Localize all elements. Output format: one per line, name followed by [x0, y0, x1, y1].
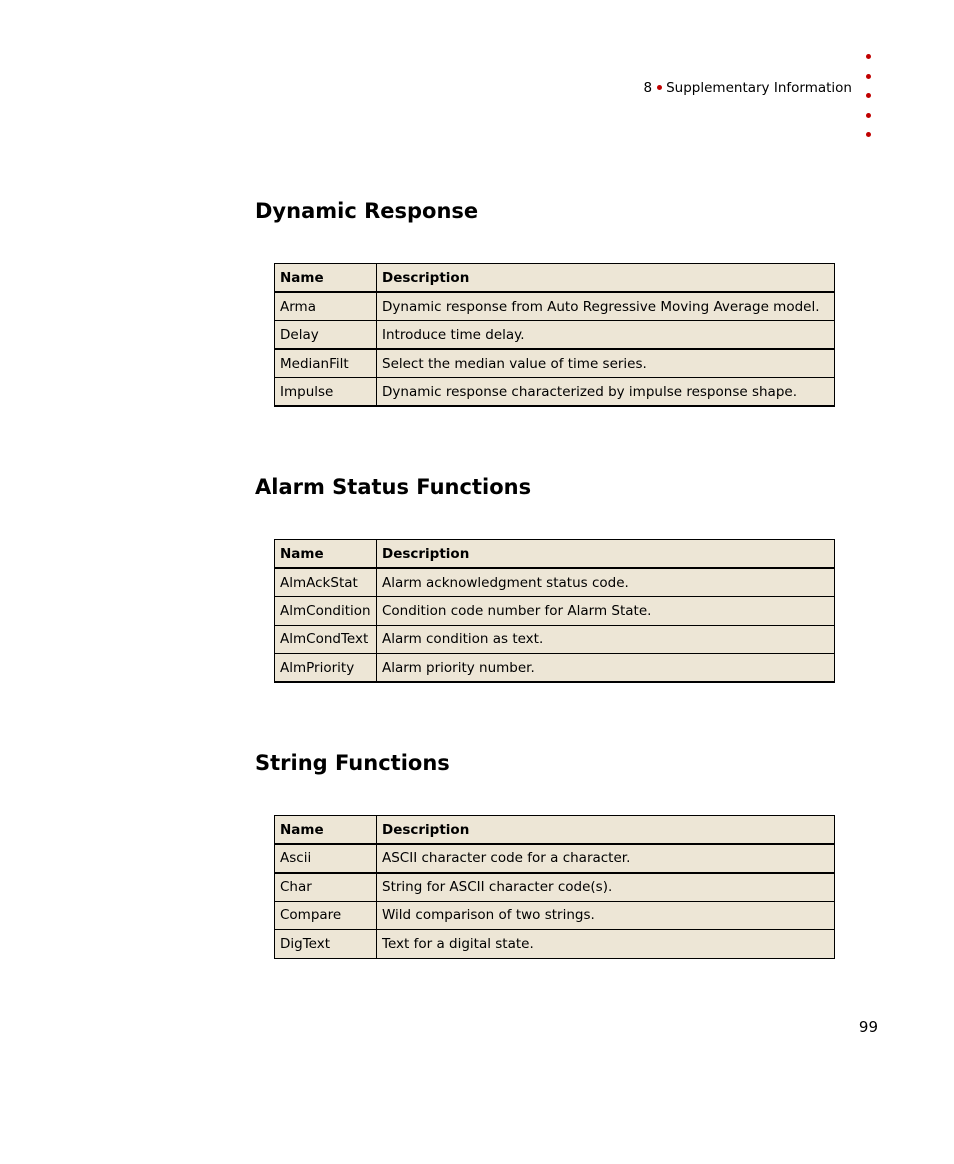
table-header-row: [275, 816, 835, 845]
table-row: [275, 930, 835, 959]
cell-name: Compare: [275, 901, 377, 930]
cell-description: Alarm condition as text.: [377, 625, 835, 654]
column-header-description: Description: [377, 540, 835, 569]
table-alarm-status-functions: [274, 539, 835, 683]
running-header: [644, 79, 852, 97]
cell-name: Impulse: [275, 378, 377, 407]
cell-description: Alarm priority number.: [377, 654, 835, 683]
table-string-functions: [274, 815, 835, 959]
page-number: 99: [858, 1018, 878, 1036]
cell-name: DigText: [275, 930, 377, 959]
cell-name: Char: [275, 873, 377, 902]
section-title-alarm-status-functions: Alarm Status Functions: [255, 475, 532, 499]
table-row: [275, 349, 835, 378]
section-title-dynamic-response: Dynamic Response: [255, 199, 479, 223]
chapter-number: 8: [643, 80, 653, 96]
cell-description: Wild comparison of two strings.: [377, 901, 835, 930]
cell-description: Dynamic response from Auto Regressive Moving Average model.: [377, 292, 835, 321]
table-row: [275, 292, 835, 321]
table-row: [275, 873, 835, 902]
cell-description: Condition code number for Alarm State.: [377, 597, 835, 626]
column-header-description: Description: [377, 816, 835, 845]
cell-description: String for ASCII character code(s).: [377, 873, 835, 902]
cell-name: AlmCondition: [275, 597, 377, 626]
column-header-name: Name: [275, 540, 377, 569]
decorative-dots: [866, 54, 872, 152]
cell-name: Delay: [275, 321, 377, 350]
bullet-separator-icon: [657, 85, 662, 90]
cell-description: Select the median value of time series.: [377, 349, 835, 378]
chapter-title: Supplementary Information: [666, 80, 852, 96]
section-title-string-functions: String Functions: [255, 751, 450, 775]
table-header-row: [275, 264, 835, 293]
cell-name: Arma: [275, 292, 377, 321]
dot-icon: [866, 74, 871, 79]
cell-name: AlmAckStat: [275, 568, 377, 597]
table-row: [275, 568, 835, 597]
column-header-description: Description: [377, 264, 835, 293]
cell-name: AlmPriority: [275, 654, 377, 683]
table-row: [275, 597, 835, 626]
table-header-row: [275, 540, 835, 569]
table-row: [275, 654, 835, 683]
table-row: [275, 844, 835, 873]
table-dynamic-response: [274, 263, 835, 407]
cell-description: Introduce time delay.: [377, 321, 835, 350]
column-header-name: Name: [275, 816, 377, 845]
cell-description: Alarm acknowledgment status code.: [377, 568, 835, 597]
cell-name: Ascii: [275, 844, 377, 873]
cell-description: ASCII character code for a character.: [377, 844, 835, 873]
dot-icon: [866, 113, 871, 118]
cell-name: MedianFilt: [275, 349, 377, 378]
dot-icon: [866, 93, 871, 98]
table-row: [275, 625, 835, 654]
table-row: [275, 901, 835, 930]
cell-name: AlmCondText: [275, 625, 377, 654]
column-header-name: Name: [275, 264, 377, 293]
table-row: [275, 378, 835, 407]
dot-icon: [866, 132, 871, 137]
cell-description: Text for a digital state.: [377, 930, 835, 959]
dot-icon: [866, 54, 871, 59]
table-row: [275, 321, 835, 350]
cell-description: Dynamic response characterized by impulse response shape.: [377, 378, 835, 407]
